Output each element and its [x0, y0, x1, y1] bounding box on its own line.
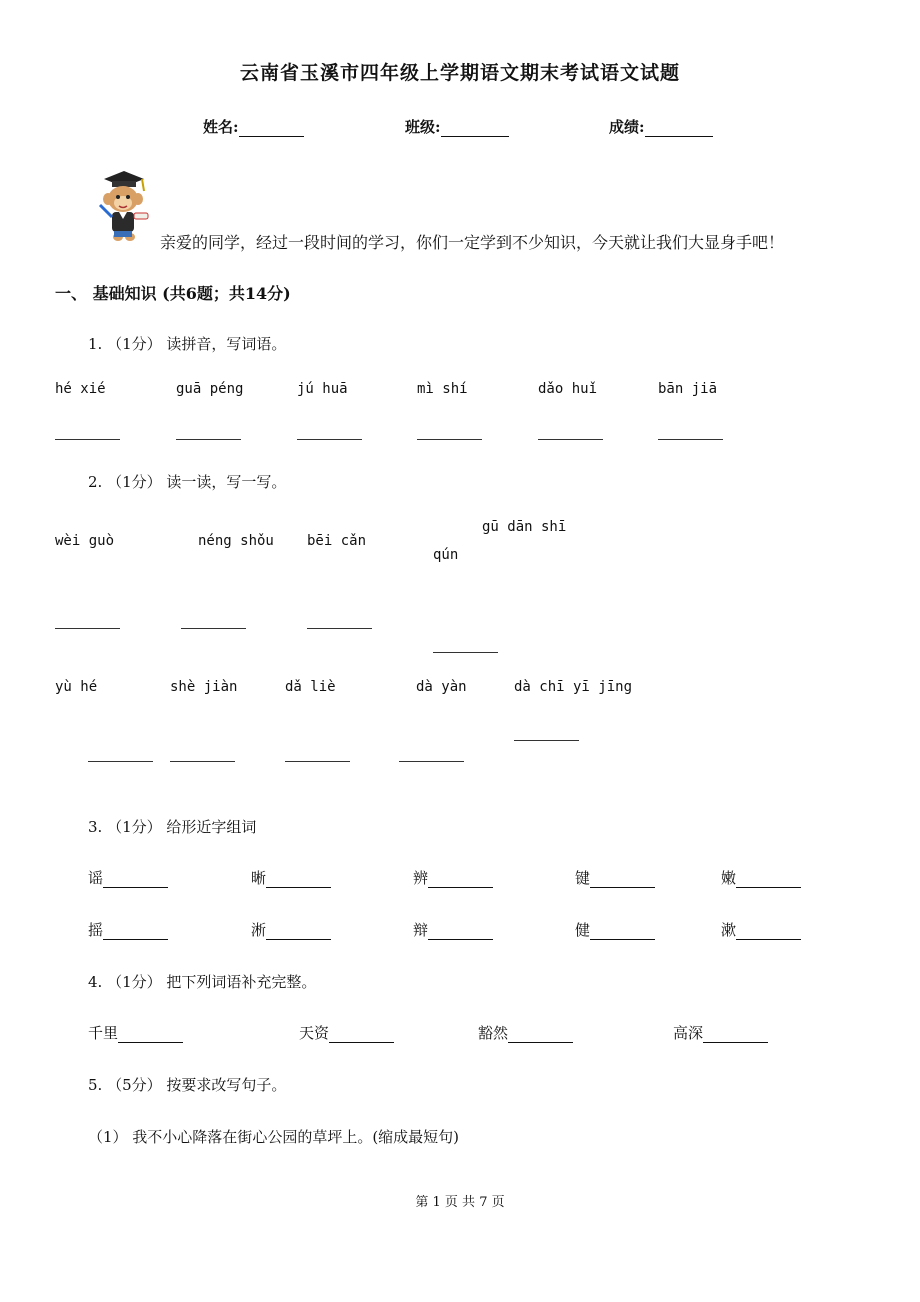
q4-item-2: [299, 1022, 394, 1043]
q3-char: 辨: [413, 869, 429, 887]
q2-answer-line-4[interactable]: [433, 652, 498, 653]
q4-prefix: 豁然: [478, 1024, 509, 1042]
q3-blank[interactable]: [590, 871, 655, 888]
q3-blank[interactable]: [736, 871, 801, 888]
q3-char: 键: [575, 869, 591, 887]
q2-answer-line-7[interactable]: [170, 761, 235, 762]
q1-pinyin-3: jú huā: [297, 381, 348, 397]
score-field: [609, 116, 713, 137]
q2-answer-line-3[interactable]: [307, 628, 372, 629]
q4-prefix: 天资: [299, 1024, 330, 1042]
q2-answer-line-5[interactable]: [514, 740, 579, 741]
q1-pinyin-5: dǎo huǐ: [538, 381, 598, 397]
q4-blank[interactable]: [703, 1026, 768, 1043]
q3-blank[interactable]: [103, 923, 168, 940]
q2-pinyin-3: bēi cǎn: [307, 533, 367, 549]
q1-answer-line-4[interactable]: [417, 439, 482, 440]
q4-blank[interactable]: [118, 1026, 183, 1043]
student-mascot-icon: [86, 165, 156, 247]
q3-item-4: [575, 867, 655, 888]
question-2-label: 2. （1分） 读一读，写一写。: [88, 473, 287, 491]
q2-pinyin-10: dà chī yī jīng: [514, 679, 633, 695]
q3-char: 嫩: [721, 869, 737, 887]
class-label: 班级:: [405, 118, 441, 136]
q2-pinyin-1: wèi guò: [55, 533, 115, 549]
q3-char: 辩: [413, 921, 429, 939]
q3-blank[interactable]: [266, 871, 331, 888]
q3-item-9: [575, 919, 655, 940]
q2-pinyin-6: yù hé: [55, 679, 98, 695]
q2-pinyin-7: shè jiàn: [170, 679, 238, 695]
q3-blank[interactable]: [266, 923, 331, 940]
q3-item-5: [721, 867, 801, 888]
q2-pinyin-2: néng shǒu: [198, 533, 274, 549]
question-1-label: 1. （1分） 读拼音，写词语。: [88, 335, 287, 353]
q1-answer-line-3[interactable]: [297, 439, 362, 440]
page-title: 云南省玉溪市四年级上学期语文期末考试语文试题: [239, 62, 680, 84]
q3-item-1: [88, 867, 168, 888]
q4-item-3: [478, 1022, 573, 1043]
class-blank: [441, 120, 509, 137]
q3-item-7: [251, 919, 331, 940]
q3-char: 摇: [88, 921, 104, 939]
q3-blank[interactable]: [428, 871, 493, 888]
q3-char: 漱: [721, 921, 737, 939]
q4-item-1: [88, 1022, 183, 1043]
score-label: 成绩:: [609, 118, 645, 136]
name-label: 姓名:: [203, 118, 239, 136]
name-blank: [239, 120, 304, 137]
name-field: [203, 116, 304, 137]
q3-item-3: [413, 867, 493, 888]
q3-char: 淅: [251, 921, 267, 939]
q1-answer-line-2[interactable]: [176, 439, 241, 440]
q1-pinyin-2: guā péng: [176, 381, 244, 397]
q2-answer-line-9[interactable]: [399, 761, 464, 762]
q5-subquestion-1: （1） 我不小心降落在街心公园的草坪上。(缩成最短句): [88, 1128, 460, 1146]
q1-pinyin-6: bān jiā: [658, 381, 718, 397]
q3-char: 健: [575, 921, 591, 939]
q3-char: 谣: [88, 869, 104, 887]
q3-blank[interactable]: [736, 923, 801, 940]
q4-blank[interactable]: [329, 1026, 394, 1043]
score-blank: [645, 120, 713, 137]
q3-blank[interactable]: [103, 871, 168, 888]
q2-pinyin-8: dǎ liè: [285, 679, 336, 695]
q1-answer-line-1[interactable]: [55, 439, 120, 440]
q4-item-4: [673, 1022, 768, 1043]
question-4-label: 4. （1分） 把下列词语补充完整。: [88, 973, 317, 991]
question-3-label: 3. （1分） 给形近字组词: [88, 818, 257, 836]
page-footer: 第 1 页 共 7 页: [415, 1195, 505, 1210]
q2-answer-line-2[interactable]: [181, 628, 246, 629]
q3-item-2: [251, 867, 331, 888]
q2-pinyin-5: qún: [433, 547, 459, 563]
q2-answer-line-6[interactable]: [88, 761, 153, 762]
q2-answer-line-8[interactable]: [285, 761, 350, 762]
q2-pinyin-4: gū dān shī: [482, 519, 567, 535]
q3-item-8: [413, 919, 493, 940]
q1-answer-line-6[interactable]: [658, 439, 723, 440]
question-5-label: 5. （5分） 按要求改写句子。: [88, 1076, 287, 1094]
q1-answer-line-5[interactable]: [538, 439, 603, 440]
q3-blank[interactable]: [590, 923, 655, 940]
q3-item-10: [721, 919, 801, 940]
q2-answer-line-1[interactable]: [55, 628, 120, 629]
section-heading-basics: 一、 基础知识 (共6题；共14分): [55, 284, 291, 303]
q4-prefix: 千里: [88, 1024, 119, 1042]
q1-pinyin-1: hé xié: [55, 381, 106, 397]
q2-pinyin-9: dà yàn: [416, 679, 467, 695]
q3-char: 晰: [251, 869, 267, 887]
q4-blank[interactable]: [508, 1026, 573, 1043]
greeting-text: 亲爱的同学，经过一段时间的学习，你们一定学到不少知识，今天就让我们大显身手吧！: [160, 233, 785, 252]
q3-item-6: [88, 919, 168, 940]
q1-pinyin-4: mì shí: [417, 381, 468, 397]
q4-prefix: 高深: [673, 1024, 704, 1042]
class-field: [405, 116, 509, 137]
q3-blank[interactable]: [428, 923, 493, 940]
